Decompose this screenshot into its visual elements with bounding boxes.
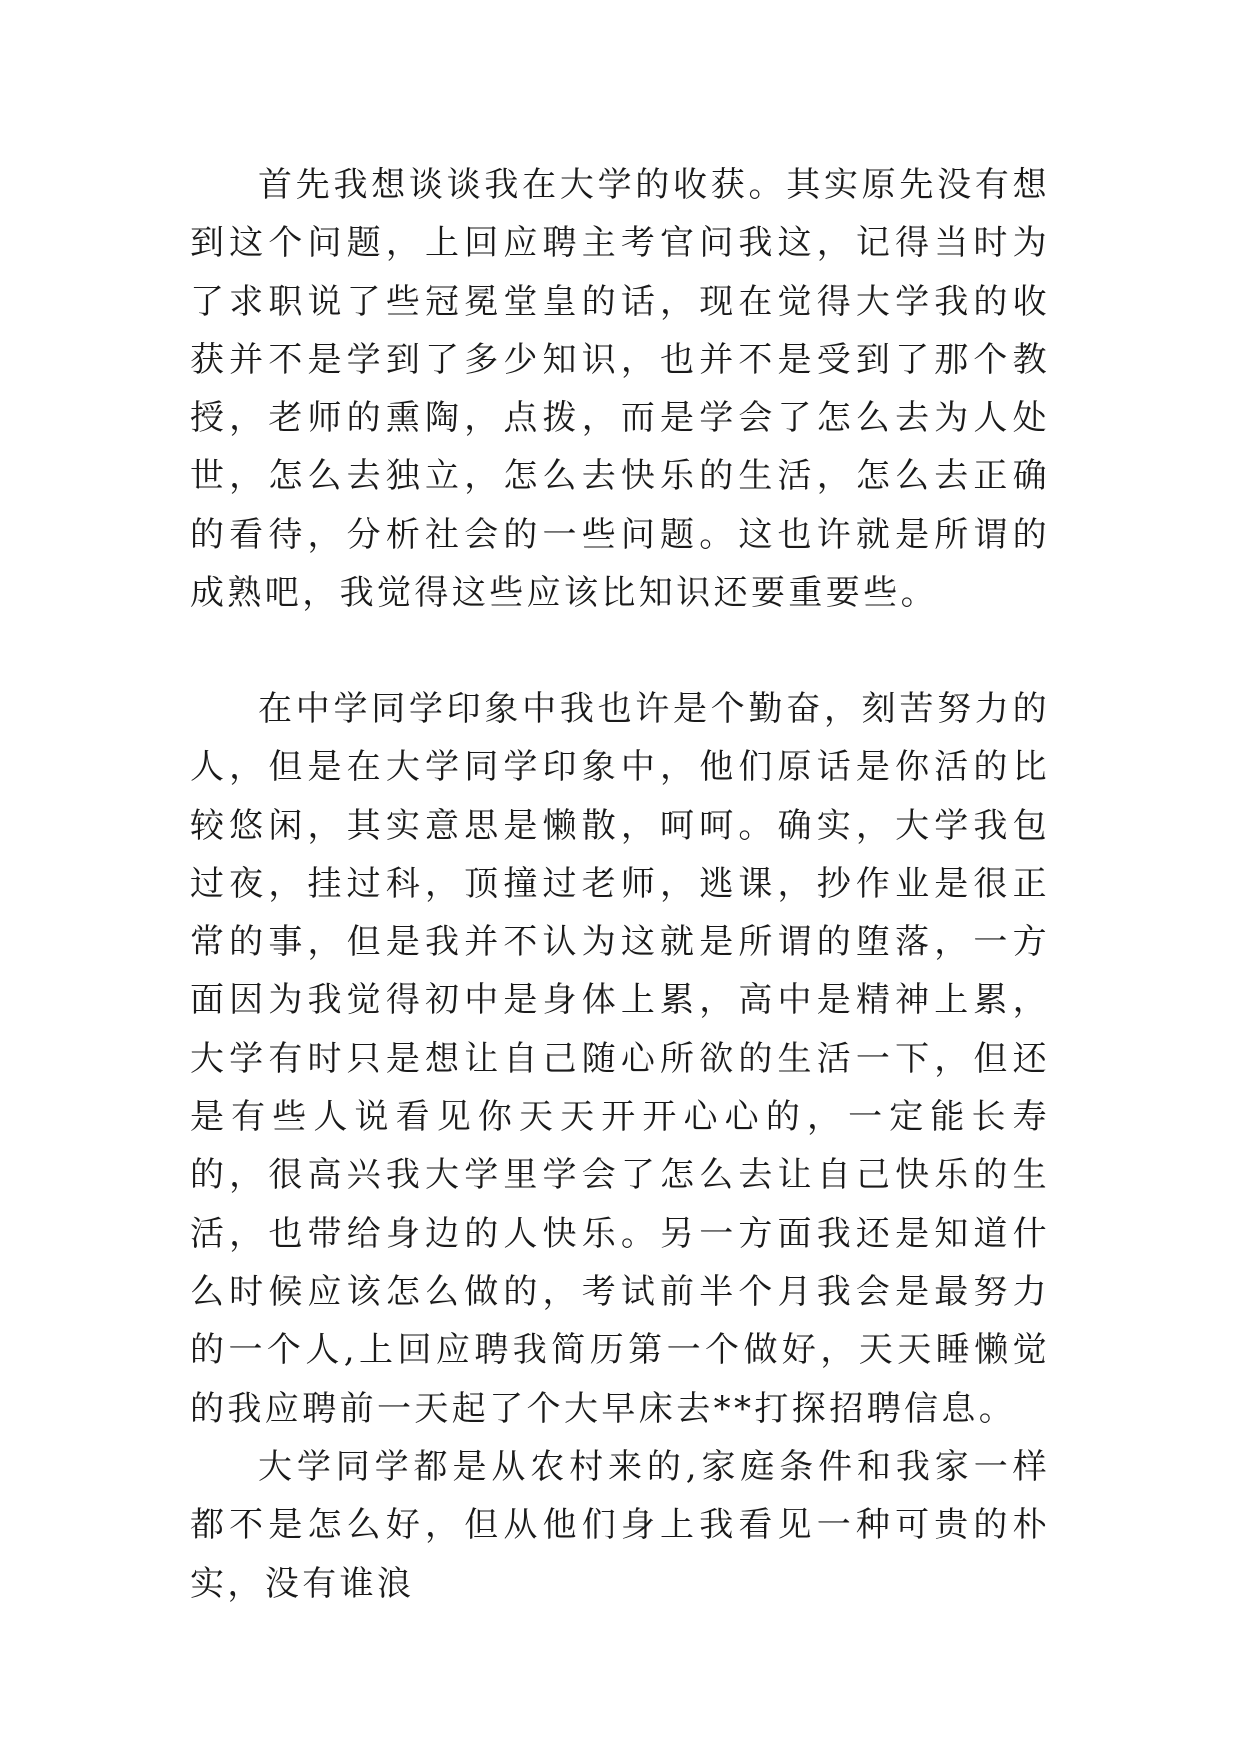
paragraph-rural-classmates: 大学同学都是从农村来的,家庭条件和我家一样都不是怎么好，但从他们身上我看见一种可贵的朴实，没有谁浪 bbox=[190, 1447, 1050, 1604]
paragraph-university-gains: 首先我想谈谈我在大学的收获。其实原先没有想到这个问题，上回应聘主考官问我这，记得当时为了求职说了些冠冕堂皇的话，现在觉得大学我的收获并不是学到了多少知识，也并不是受到了那个教授，老师的熏陶，点拨，而是学会了怎么去为人处世，怎么去独立，怎么去快乐的生活，怎么去正确的看待，分析社会的一些问题。这也许就是所谓的成熟吧，我觉得这些应该比知识还要重要些。 bbox=[190, 165, 1050, 614]
paragraph-classmates-impression: 在中学同学印象中我也许是个勤奋，刻苦努力的人，但是在大学同学印象中，他们原话是你活的比较悠闲，其实意思是懒散，呵呵。确实，大学我包过夜，挂过科，顶撞过老师，逃课，抄作业是很正常的事，但是我并不认为这就是所谓的堕落，一方面因为我觉得初中是身体上累，高中是精神上累，大学有时只是想让自己随心所欲的生活一下，但还是有些人说看见你天天开开心心的，一定能长寿的，很高兴我大学里学会了怎么去让自己快乐的生活，也带给身边的人快乐。另一方面我还是知道什么时候应该怎么做的，考试前半个月我会是最努力的一个人,上回应聘我简历第一个做好，天天睡懒觉的我应聘前一天起了个大早床去**打探招聘信息。 bbox=[190, 689, 1050, 1429]
